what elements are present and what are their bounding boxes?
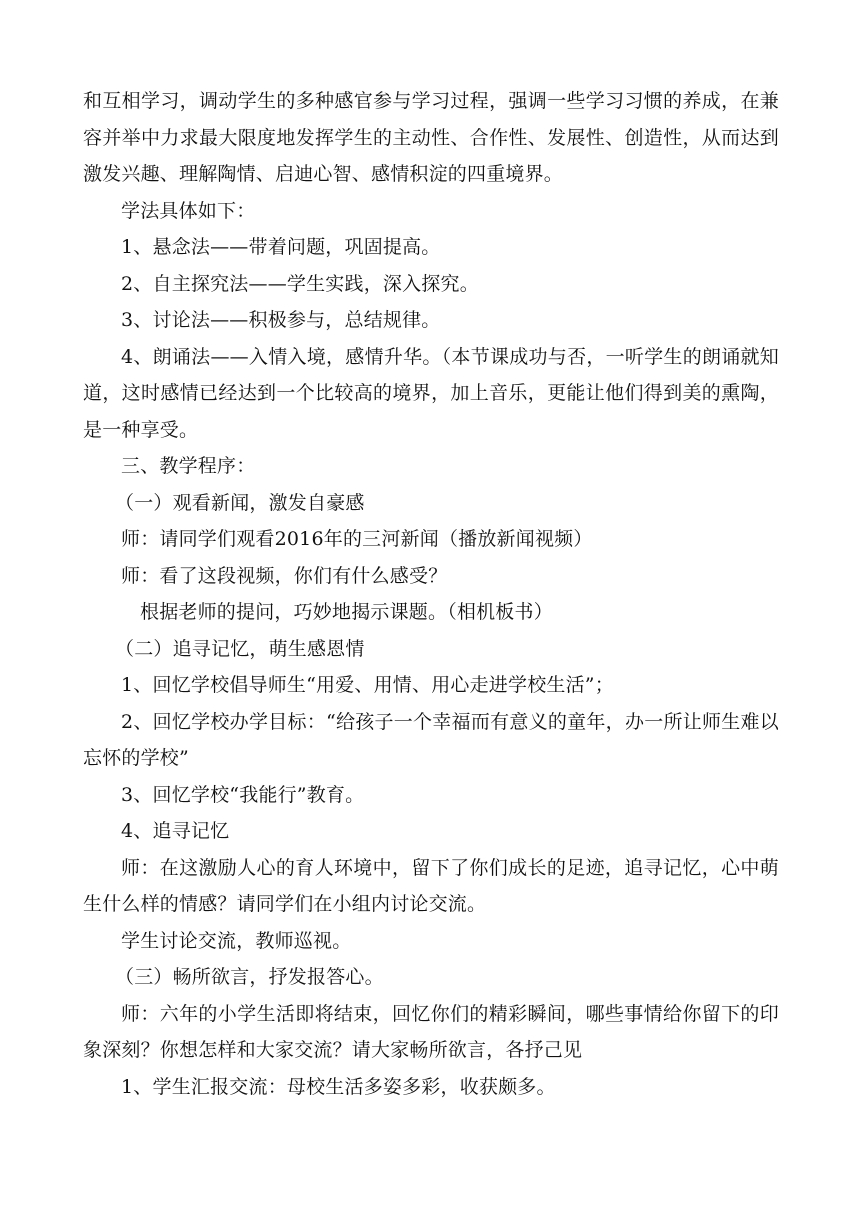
list-item-suspense-method: 1、悬念法——带着问题，巩固提高。 [121,236,441,258]
list-item-trace-memories: 4、追寻记忆 [121,820,230,842]
list-item-recitation-method: 4、朗诵法——入情入境，感情升华。（本节课成功与否，一听学生的朗诵就知道，这时感情已经达到一个比较高的境界，加上音乐，更能让他们得到美的熏陶，是一种享受。 [83,345,779,441]
teacher-line-environment: 师：在这激励人心的育人环境中，留下了你们成长的足迹，追寻记忆，心中萌生什么样的情感？请同学们在小组内讨论交流。 [83,856,779,915]
list-item-student-report: 1、学生汇报交流：母校生活多姿多彩，收获颇多。 [121,1075,556,1098]
subheading-speak-freely: （三）畅所欲言，抒发报答心。 [115,966,384,988]
paragraph-learning-methods-intro: 和互相学习，调动学生的多种感官参与学习过程，强调一些学习习惯的养成，在兼容并举中力求最大限度地发挥学生的主动性、合作性、发展性、创造性，从而达到激发兴趣、理解陶情、启迪心智、感情积淀的四重境界。 [83,90,779,185]
paragraph-reveal-topic: 根据老师的提问，巧妙地揭示课题。（相机板书） [140,601,553,623]
paragraph-student-discussion: 学生讨论交流，教师巡视。 [121,929,352,952]
paragraph-methods-heading: 学法具体如下： [121,199,256,222]
teacher-line-six-years: 师：六年的小学生活即将结束，回忆你们的精彩瞬间，哪些事情给你留下的印象深刻？你想怎样和大家交流？请大家畅所欲言，各抒己见 [83,1002,779,1061]
teacher-line-watch-news: 师：请同学们观看2016年的三河新闻（播放新闻视频） [121,528,593,550]
list-item-recall-advocacy: 1、回忆学校倡导师生“用爱、用情、用心走进学校生活”； [121,674,614,696]
subheading-trace-memories: （二）追寻记忆，萌生感恩情 [115,637,365,660]
subheading-watch-news: （一）观看新闻，激发自豪感 [115,491,365,514]
teacher-line-feelings: 师：看了这段视频，你们有什么感受？ [121,564,448,587]
document-body [83,83,779,1105]
list-item-recall-education: 3、回忆学校“我能行”教育。 [121,783,365,806]
list-item-recall-school-goal: 2、回忆学校办学目标：“给孩子一个幸福而有意义的童年，办一所让师生难以忘怀的学校” [83,710,779,769]
list-item-inquiry-method: 2、自主探究法——学生实践，深入探究。 [121,272,479,295]
list-item-discussion-method: 3、讨论法——积极参与，总结规律。 [121,309,441,331]
section-heading-teaching-procedure: 三、教学程序： [121,455,256,477]
